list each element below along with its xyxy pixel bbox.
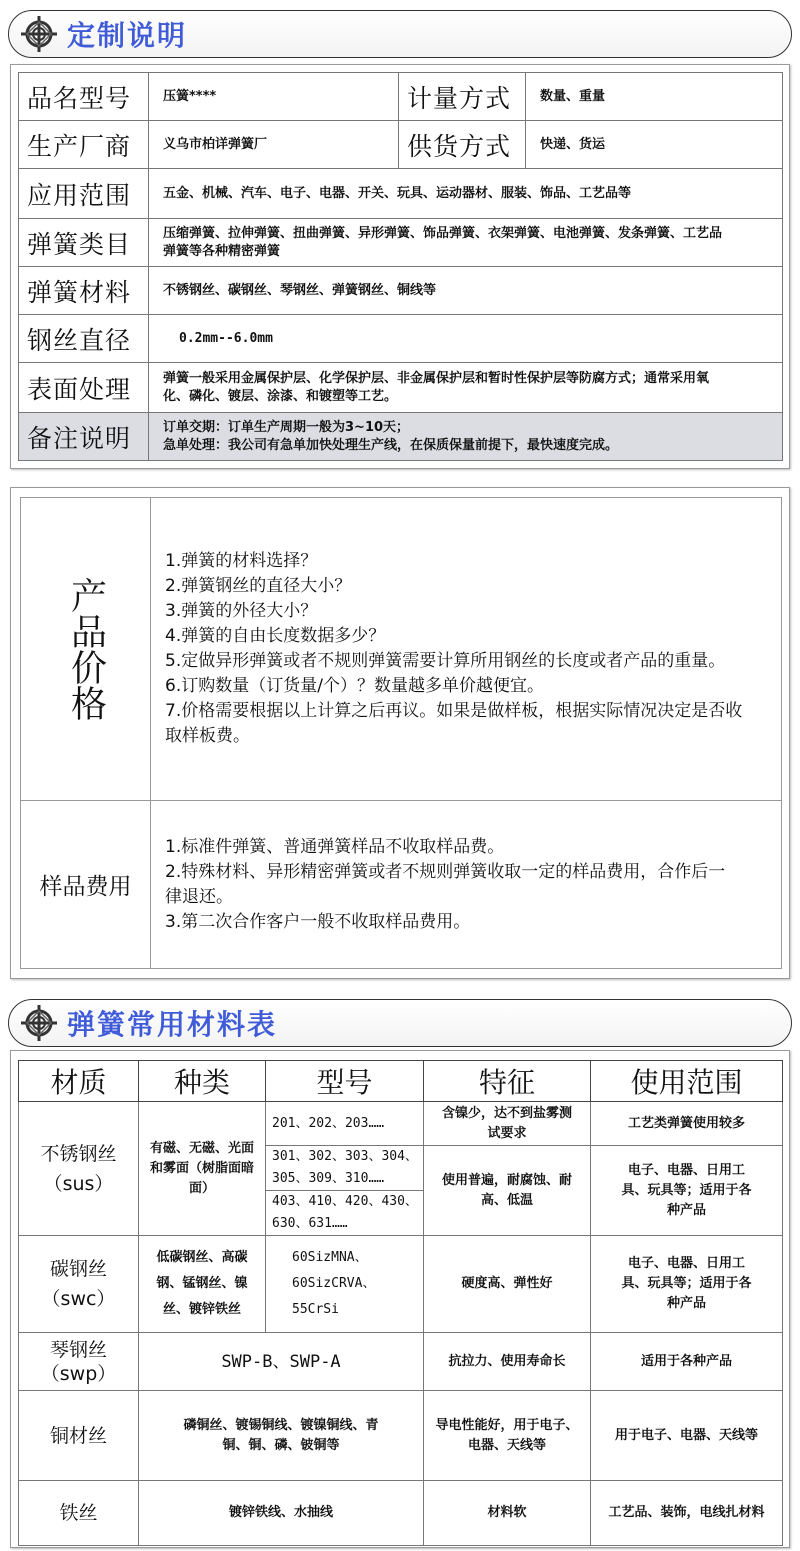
feature-cell: 材料软	[424, 1481, 591, 1546]
spec-table	[18, 72, 783, 461]
column-header: 型号	[266, 1061, 424, 1102]
row-label: 钢丝直径	[19, 315, 149, 363]
row-value: 数量、重量	[526, 73, 783, 121]
table-row	[19, 1333, 783, 1391]
table-row	[19, 1391, 783, 1481]
row-value: 不锈钢丝、碳钢丝、琴钢丝、弹簧钢丝、铜线等	[149, 267, 783, 315]
table-row	[19, 73, 783, 121]
row-value: 五金、机械、汽车、电子、电器、开关、玩具、运动器材、服装、饰品、工艺品等	[149, 169, 783, 219]
material-cell	[19, 1333, 139, 1391]
row-label: 弹簧类目	[19, 219, 149, 267]
row-value	[149, 413, 783, 461]
feature-cell: 含镍少，达不到盐雾测试要求	[424, 1102, 591, 1146]
material-code: （sus）	[43, 1172, 114, 1195]
table-row	[19, 315, 783, 363]
sample-list	[151, 835, 781, 935]
material-name: 琴钢丝	[49, 1338, 107, 1361]
table-row	[19, 169, 783, 219]
table-row	[21, 801, 782, 969]
target-icon	[19, 14, 59, 54]
row-label: 供货方式	[399, 121, 526, 169]
price-label-text: 产品价格	[65, 577, 107, 721]
table-row	[21, 498, 782, 801]
material-cell: 铁丝	[19, 1481, 139, 1546]
list-item: 6.订购数量（订货量/个）？数量越多单价越便宜。	[165, 676, 544, 696]
list-item: 5.定做异形弹簧或者不规则弹簧需要计算所用钢丝的长度或者产品的重量。	[165, 651, 726, 671]
row-value: 弹簧一般采用金属保护层、化学保护层、非金属保护层和暂时性保护层等防腐方式；通常采用氧化、磷化、镀层、涂漆、和镀塑等工艺。	[149, 363, 783, 413]
model-line: 60SizMNA、	[292, 1250, 368, 1265]
model-cell: 301、302、303、304、305、309、310……	[266, 1146, 424, 1191]
list-item: 7.价格需要根据以上计算之后再议。如果是做样板，根据实际情况决定是否收取样板费。	[165, 701, 743, 746]
section-header-materials	[8, 999, 792, 1047]
table-row	[19, 413, 783, 461]
feature-cell: 使用普遍，耐腐蚀、耐高、低温	[424, 1146, 591, 1236]
list-item: 3.弹簧的外径大小？	[165, 601, 318, 621]
feature-cell: 硬度高、弹性好	[424, 1236, 591, 1333]
row-value: 0.2mm--6.0mm	[149, 315, 783, 363]
material-cell	[19, 1236, 139, 1333]
column-header: 特征	[424, 1061, 591, 1102]
model-cell	[266, 1236, 424, 1333]
row-label: 备注说明	[19, 413, 149, 461]
model-cell: 403、410、420、430、630、631……	[266, 1191, 424, 1236]
row-label: 品名型号	[19, 73, 149, 121]
row-value: 压簧****	[149, 73, 399, 121]
remark-line: 急单处理：我公司有急单加快处理生产线，在保质保量前提下，最快速度完成。	[163, 437, 619, 453]
column-header: 材质	[19, 1061, 139, 1102]
material-name: 不锈钢丝	[40, 1142, 117, 1165]
material-code: （swc）	[41, 1288, 116, 1310]
table-row	[19, 363, 783, 413]
list-item: 1.弹簧的材料选择？	[165, 551, 318, 571]
materials-table	[18, 1060, 783, 1546]
list-item: 2.特殊材料、异形精密弹簧或者不规则弹簧收取一定的样品费用，合作后一律退还。	[165, 861, 726, 907]
material-code: （swp）	[40, 1362, 117, 1385]
price-label	[21, 498, 151, 801]
row-value: 义乌市柏详弹簧厂	[149, 121, 399, 169]
table-row	[19, 1481, 783, 1546]
usage-cell: 工艺类弹簧使用较多	[591, 1102, 783, 1146]
column-header: 种类	[139, 1061, 266, 1102]
feature-cell: 抗拉力、使用寿命长	[424, 1333, 591, 1391]
sample-label: 样品费用	[21, 801, 151, 969]
target-icon	[19, 1003, 59, 1043]
model-cell: SWP-B、SWP-A	[139, 1333, 424, 1391]
kind-cell: 有磁、无磁、光面和雾面（树脂面暗面）	[139, 1102, 266, 1236]
model-cell: 201、202、203……	[266, 1102, 424, 1146]
feature-cell: 导电性能好，用于电子、电器、天线等	[424, 1391, 591, 1481]
table-row	[19, 1236, 783, 1333]
section-title: 定制说明	[67, 19, 188, 52]
price-table	[20, 497, 782, 969]
model-line: 55CrSi	[292, 1302, 339, 1317]
material-cell: 铜材丝	[19, 1391, 139, 1481]
section-title: 弹簧常用材料表	[67, 1008, 278, 1041]
usage-cell: 电子、电器、日用工具、玩具等；适用于各种产品	[591, 1236, 783, 1333]
table-row	[19, 1102, 783, 1146]
table-row	[19, 121, 783, 169]
row-value: 快递、货运	[526, 121, 783, 169]
usage-cell: 适用于各种产品	[591, 1333, 783, 1391]
table-row	[19, 267, 783, 315]
row-label: 应用范围	[19, 169, 149, 219]
list-item: 3.第二次合作客户一般不收取样品费用。	[165, 911, 471, 932]
usage-cell: 工艺品、装饰，电线扎材料	[591, 1481, 783, 1546]
row-label: 计量方式	[399, 73, 526, 121]
model-line: 60SizCRVA、	[292, 1276, 376, 1291]
model-cell: 磷铜丝、镀锡铜线、镀镍铜线、青铜、铜、磷、铍铜等	[139, 1391, 424, 1481]
remark-line: 订单交期：订单生产周期一般为3~10天；	[163, 419, 410, 435]
row-label: 弹簧材料	[19, 267, 149, 315]
usage-cell: 电子、电器、日用工具、玩具等；适用于各种产品	[591, 1146, 783, 1236]
price-list	[151, 549, 781, 749]
usage-cell: 用于电子、电器、天线等	[591, 1391, 783, 1481]
material-cell	[19, 1102, 139, 1236]
header-row	[19, 1061, 783, 1102]
section-header-custom	[8, 10, 792, 58]
kind-cell: 低碳钢丝、高碳钢、锰钢丝、镍丝、镀锌铁丝	[139, 1236, 266, 1333]
row-label: 生产厂商	[19, 121, 149, 169]
row-value: 压缩弹簧、拉伸弹簧、扭曲弹簧、异形弹簧、饰品弹簧、衣架弹簧、电池弹簧、发条弹簧、工艺品弹簧等各种精密弹簧	[149, 219, 783, 267]
row-label: 表面处理	[19, 363, 149, 413]
model-cell: 镀锌铁线、水抽线	[139, 1481, 424, 1546]
list-item: 2.弹簧钢丝的直径大小？	[165, 576, 352, 596]
list-item: 4.弹簧的自由长度数据多少？	[165, 626, 386, 646]
material-name: 碳钢丝	[49, 1258, 107, 1280]
table-row	[19, 219, 783, 267]
list-item: 1.标准件弹簧、普通弹簧样品不收取样品费。	[165, 836, 505, 857]
column-header: 使用范围	[591, 1061, 783, 1102]
